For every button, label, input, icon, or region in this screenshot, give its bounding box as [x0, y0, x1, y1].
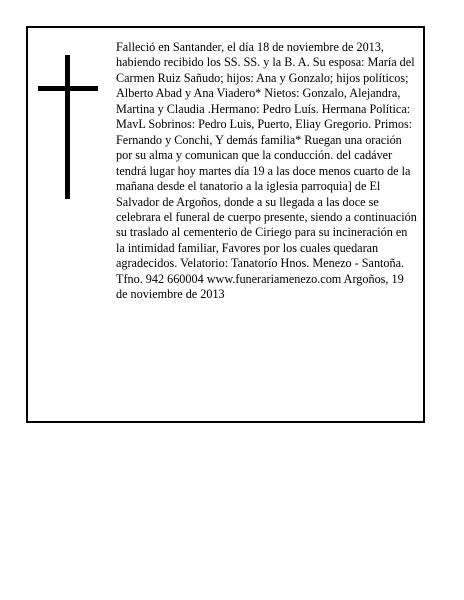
- cross-vertical-bar: [65, 55, 70, 199]
- obituary-text: Falleció en Santander, el día 18 de noviembre de 2013, habiendo recibido los SS. SS. y la B. A. Su esposa: María del Carmen Ruiz Sañudo; hijos: Ana y Gonzalo; hijos políticos; Alberto Abad y Ana Viadero* Nietos: Gonzalo, Alejandra, Martina y Claudia .Hermano: Pedro Luís. Hermana Política: MavL Sobrinos: Pedro Luis, Puerto, Eliay Gregorio. Primos: Fernando y Conchi, Y demás familia* Ruegan una oración por su alma y comunican que la conducción. del cadáver tendrá lugar hoy martes día 19 a las doce menos cuarto de la mañana desde el tanatorio a la iglesia parroquia] de El Salvador de Argoños, donde a su llegada a las doce se celebrara el funeral de cuerpo presente, siendo a continuación su traslado al cementerio de Ciriego para su incineración en la intimidad familiar, Favores por los cuales quedaran agradecidos. Velatorio: Tanatorío Hnos. Menezo - Santoña. Tfno. 942 660004 www.funerariamenezo.com Argoños, 19 de noviembre de 2013: [116, 40, 417, 302]
- obituary-notice: [26, 26, 425, 423]
- cross-horizontal-bar: [38, 86, 98, 91]
- latin-cross-icon: [38, 55, 98, 199]
